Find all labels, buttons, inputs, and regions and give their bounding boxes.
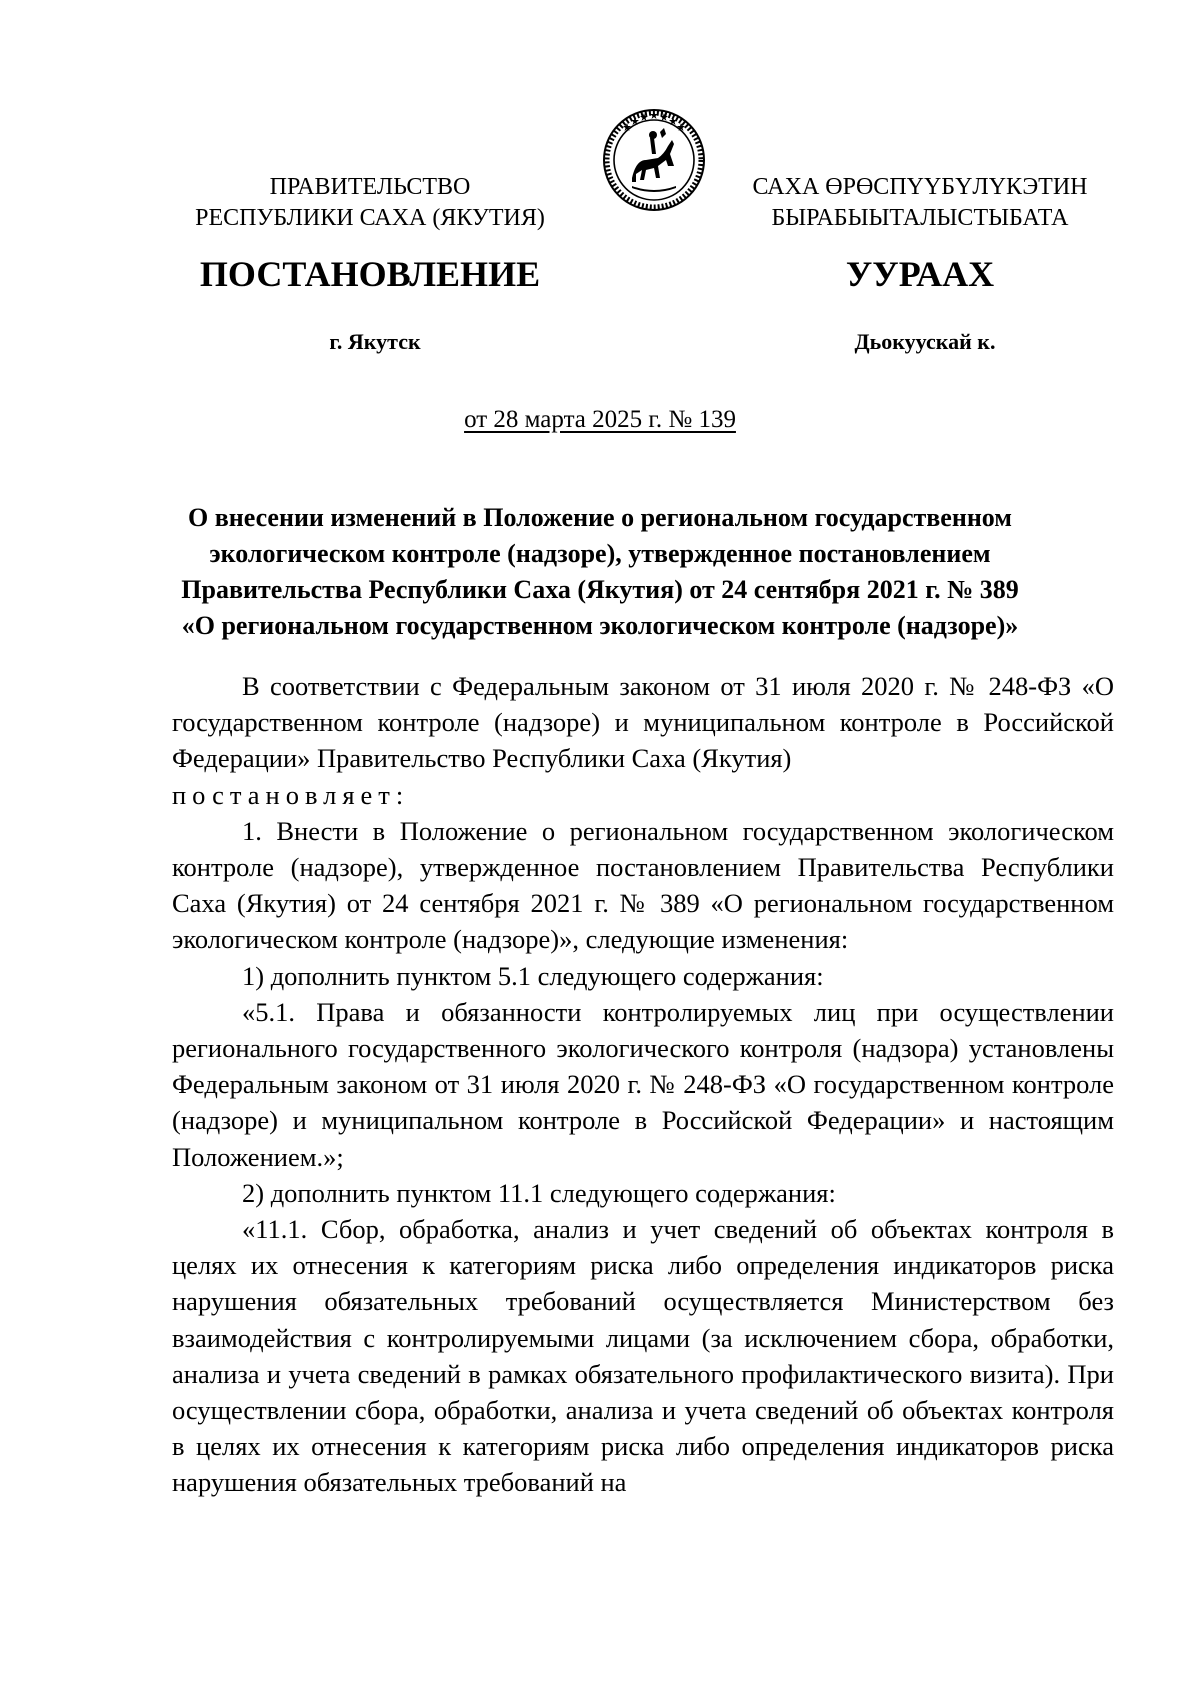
date-number-text: от 28 марта 2025 г. № 139: [464, 406, 736, 433]
government-name-sakha-line-1: САХА ӨРӨСПҮҮБҮЛҮКЭТИН: [752, 174, 1088, 200]
resolves-paragraph: постановляет:: [172, 779, 410, 810]
document-title: [150, 500, 1050, 644]
city-russian: г. Якутск: [329, 329, 421, 354]
document-date-number: [0, 404, 1200, 436]
preamble-paragraph: В соответствии с Федеральным законом от 31 июля 2020 г. № 248-ФЗ «О государственном контроле (надзоре) и муниципальном контроле в Российской Федерации» Правительство Республики Саха (Якутия): [172, 671, 1114, 774]
coat-of-arms-emblem: [602, 108, 706, 212]
government-name-sakha: [720, 172, 1120, 234]
title-line-3: Правительства Республики Саха (Якутия) от 24 сентября 2021 г. № 389: [181, 575, 1019, 604]
document-type-sakha: УУРААХ: [845, 254, 995, 294]
government-name-russian: [160, 172, 580, 234]
subitem-2-paragraph: 2) дополнить пунктом 11.1 следующего содержания:: [242, 1177, 836, 1208]
title-line-4: «О региональном государственном экологическом контроле (надзоре)»: [181, 611, 1019, 640]
city-sakha: Дьокуускай к.: [854, 329, 996, 354]
government-name-russian-line-2: РЕСПУБЛИКИ САХА (ЯКУТИЯ): [195, 205, 545, 231]
document-type-russian: ПОСТАНОВЛЕНИЕ: [199, 254, 541, 294]
quote-5-1-paragraph: «5.1. Права и обязанности контролируемых лиц при осуществлении регионального государственного экологического контроля (надзора) установлены Федеральным законом от 31 июля 2020 г. № 248-ФЗ «О государственном контроле (надзоре) и муниципальном контроле в Российской Федерации» и настоящим Положением.»;: [172, 996, 1114, 1172]
item-1-paragraph: 1. Внести в Положение о региональном государственном экологическом контроле (надзоре), утвержденное постановлением Правительства Республики Саха (Якутия) от 24 сентября 2021 г. № 389 «О региональном государственном экологическом контроле (надзоре)», следующие изменения:: [172, 815, 1114, 955]
subitem-1-paragraph: 1) дополнить пунктом 5.1 следующего содержания:: [242, 960, 824, 991]
title-line-1: О внесении изменений в Положение о региональном государственном: [187, 503, 1013, 532]
government-name-sakha-line-2: БЫРАБЫЫТАЛЫСТЫБАТА: [771, 205, 1069, 231]
quote-11-1-paragraph: «11.1. Сбор, обработка, анализ и учет сведений об объектах контроля в целях их отнесения к категориям риска либо определения индикаторов риска нарушения обязательных требований осуществляется Министерством без взаимодействия с контролируемыми лицами (за исключением сбора, обработки, анализа и учета сведений в рамках обязательного профилактического визита). При осуществлении сбора, обработки, анализа и учета сведений об объектах контроля в целях их отнесения к категориям риска либо определения индикаторов риска нарушения обязательных требований на: [172, 1214, 1114, 1498]
document-body: [172, 668, 1114, 1501]
government-name-russian-line-1: ПРАВИТЕЛЬСТВО: [269, 174, 471, 200]
title-line-2: экологическом контроле (надзоре), утвержденное постановлением: [209, 539, 991, 568]
